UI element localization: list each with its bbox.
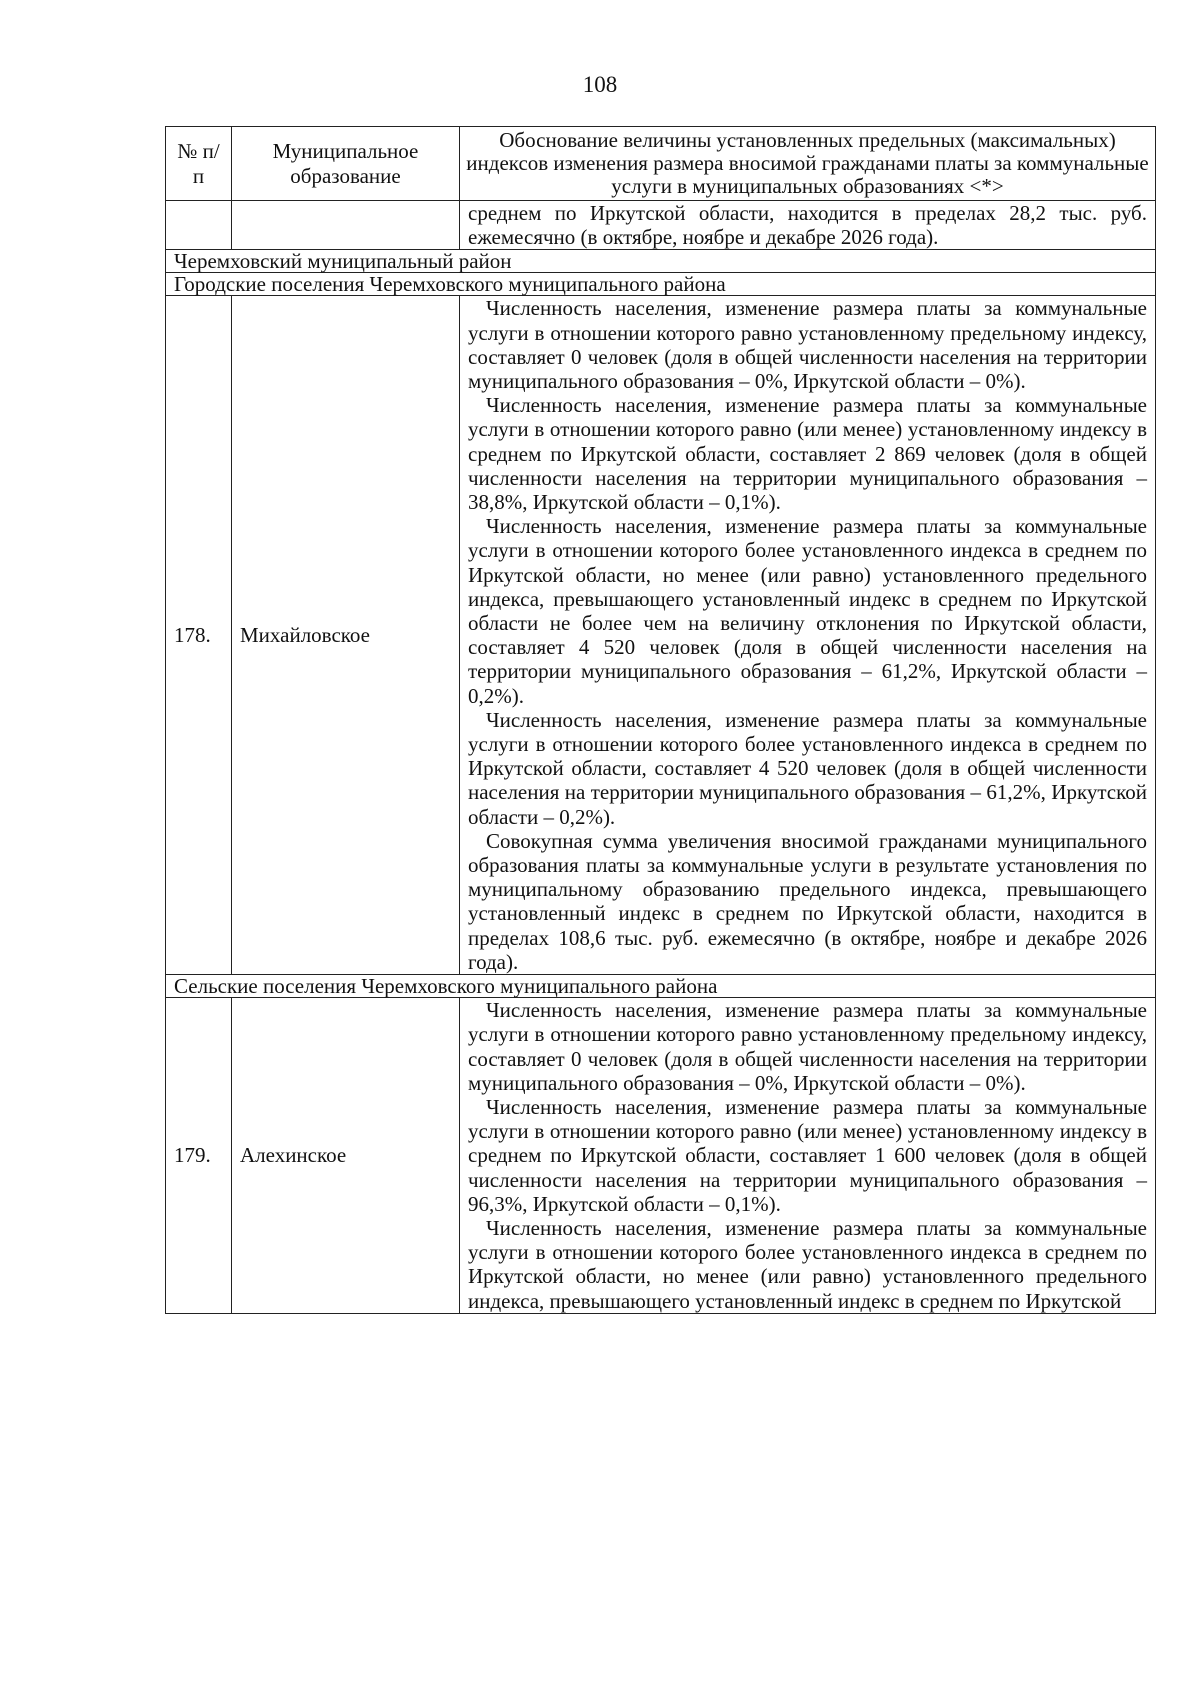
- table-row-179: [166, 998, 1156, 1314]
- rural-settlements-title: Сельские поселения Черемховского муниципального района: [166, 975, 1156, 998]
- empty-cell: [166, 201, 232, 250]
- page-number: 108: [582, 72, 618, 97]
- justification-paragraph: Численность населения, изменение размера платы за коммунальные услуги в отношении которого равно (или менее) установленному индексу в среднем по Иркутской области, составляет 2 869 человек (доля в общей численности населения на территории муниципального образования – 38,8%, Иркутской области – 0,1%).: [468, 393, 1147, 515]
- justification-cell: [460, 296, 1156, 975]
- justification-paragraph: Численность населения, изменение размера платы за коммунальные услуги в отношении которого равно (или менее) установленному индексу в среднем по Иркутской области, составляет 1 600 человек (доля в общей численности населения на территории муниципального образования – 96,3%, Иркутской области – 0,1%).: [468, 1094, 1147, 1216]
- justification-paragraph: Совокупная сумма увеличения вносимой гражданами муниципального образования платы за коммунальные услуги в результате установления по муниципальному образованию предельного индекса, превышающего установленный индекс в среднем по Иркутской области, находится в пределах 108,6 тыс. руб. ежемесячно (в октябре, ноябре и декабре 2026 года).: [468, 828, 1147, 974]
- justification-paragraph: Численность населения, изменение размера платы за коммунальные услуги в отношении которого равно установленному предельному индексу, составляет 0 человек (доля в общей численности населения на территории муниципального образования – 0%, Иркутской области – 0%).: [468, 998, 1147, 1095]
- municipality-name: Михайловское: [232, 296, 460, 975]
- table-row-178: [166, 296, 1156, 975]
- header-justification: Обоснование величины установленных предельных (максимальных) индексов изменения размера вносимой гражданами платы за коммунальные услуги в муниципальных образованиях <*>: [460, 127, 1156, 201]
- row-number: 179.: [166, 998, 232, 1314]
- subsection-row: [166, 273, 1156, 296]
- subsection-row: [166, 975, 1156, 998]
- header-municipality: Муниципальное образование: [232, 127, 460, 201]
- justification-paragraph: Численность населения, изменение размера платы за коммунальные услуги в отношении которого равно установленному предельному индексу, составляет 0 человек (доля в общей численности населения на территории муниципального образования – 0%, Иркутской области – 0%).: [468, 296, 1147, 394]
- justification-table: [165, 126, 1156, 1314]
- table-row: [166, 201, 1156, 250]
- municipality-name: Алехинское: [232, 998, 460, 1314]
- table-header-row: [166, 127, 1156, 201]
- justification-cell: [460, 998, 1156, 1314]
- header-number: № п/п: [166, 127, 232, 201]
- row-number: 178.: [166, 296, 232, 975]
- continuation-paragraph: среднем по Иркутской области, находится в пределах 28,2 тыс. руб. ежемесячно (в октябре, ноябре и декабре 2026 года).: [468, 201, 1147, 250]
- empty-cell: [232, 201, 460, 250]
- continuation-cell: [460, 201, 1156, 250]
- justification-paragraph: Численность населения, изменение размера платы за коммунальные услуги в отношении которого более установленного индекса в среднем по Иркутской области, но менее (или равно) установленного предельного индекса, превышающего установленный индекс в среднем по Иркутской: [468, 1215, 1147, 1313]
- section-title: Черемховский муниципальный район: [166, 250, 1156, 273]
- justification-paragraph: Численность населения, изменение размера платы за коммунальные услуги в отношении которого более установленного индекса в среднем по Иркутской области, но менее (или равно) установленного предельного индекса, превышающего установленный индекс в среднем по Иркутской области не более чем на величину отклонения по Иркутской области, составляет 4 520 человек (доля в общей численности населения на территории муниципального образования – 61,2%, Иркутской области – 0,2%).: [468, 514, 1147, 708]
- justification-paragraph: Численность населения, изменение размера платы за коммунальные услуги в отношении которого более установленного индекса в среднем по Иркутской области, составляет 4 520 человек (доля в общей численности населения на территории муниципального образования – 61,2%, Иркутской области – 0,2%).: [468, 707, 1147, 829]
- urban-settlements-title: Городские поселения Черемховского муниципального района: [166, 273, 1156, 296]
- section-row: [166, 250, 1156, 273]
